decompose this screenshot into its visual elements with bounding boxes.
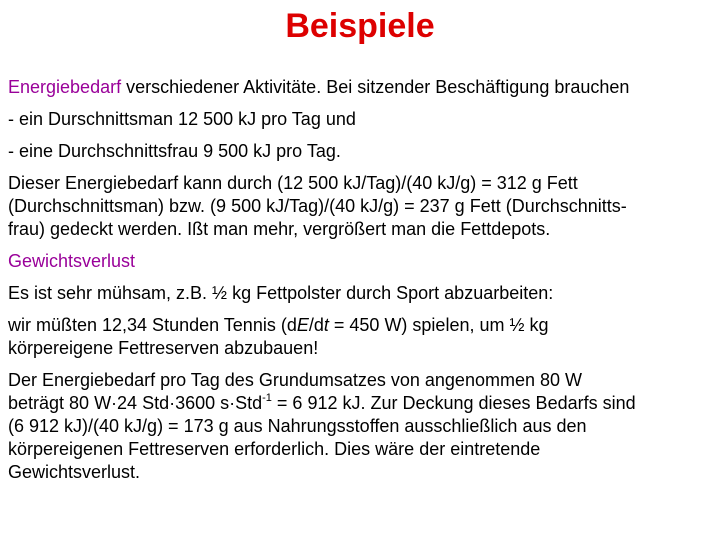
basal-exponent: -1 (262, 392, 272, 404)
tennis-text-line-2: körpereigene Fettreserven abzubauen! (8, 338, 319, 358)
basal-line-4: körpereigenen Fettreserven erforderlich. Dies wäre der eintretende (8, 439, 541, 459)
paragraph-man-demand: - ein Durschnittsman 12 500 kJ pro Tag und (8, 109, 356, 129)
slide-title: Beispiele (285, 7, 435, 45)
fat-equivalent-line-2: (Durchschnittsman) bzw. (9 500 kJ/Tag)/(40 kJ/g) = 237 g Fett (Durchschnitts- (8, 196, 627, 216)
fat-equivalent-line-3: frau) gedeckt werden. Ißt man mehr, vergrößert man die Fettdepots. (8, 219, 551, 239)
tennis-text-before: wir müßten 12,34 Stunden Tennis (d (8, 315, 297, 335)
basal-line-2-a: beträgt 80 W·24 Std·3600 s·Std (8, 393, 263, 413)
paragraph-basal-metabolism (8, 369, 716, 484)
paragraph-fat-equivalent (8, 172, 716, 241)
paragraph-tennis-example (8, 314, 716, 360)
basal-line-3: (6 912 kJ)/(40 kJ/g) = 173 g aus Nahrungsstoffen ausschließlich aus den (8, 416, 587, 436)
fat-equivalent-line-1: Dieser Energiebedarf kann durch (12 500 kJ/Tag)/(40 kJ/g) = 312 g Fett (8, 173, 578, 193)
heading-gewichtsverlust: Gewichtsverlust (8, 251, 136, 271)
paragraph-woman-demand: - eine Durchschnittsfrau 9 500 kJ pro Tag. (8, 141, 341, 161)
tennis-text-mid: /d (308, 315, 324, 335)
paragraph-energy-demand-text: verschiedener Aktivitäte. Bei sitzender Beschäftigung brauchen (121, 77, 630, 97)
symbol-e: E (296, 315, 309, 335)
symbol-t: t (323, 315, 329, 335)
slide-content (8, 76, 716, 493)
basal-line-2-b: = 6 912 kJ. Zur Deckung dieses Bedarfs sind (271, 393, 636, 413)
term-energiebedarf: Energiebedarf (8, 77, 122, 97)
paragraph-energy-demand (8, 76, 716, 99)
basal-line-5: Gewichtsverlust. (8, 462, 141, 482)
paragraph-sport-effort: Es ist sehr mühsam, z.B. ½ kg Fettpolster durch Sport abzuarbeiten: (8, 283, 554, 303)
basal-line-1: Der Energiebedarf pro Tag des Grundumsatzes von angenommen 80 W (8, 370, 582, 390)
tennis-text-after: = 450 W) spielen, um ½ kg (328, 315, 549, 335)
